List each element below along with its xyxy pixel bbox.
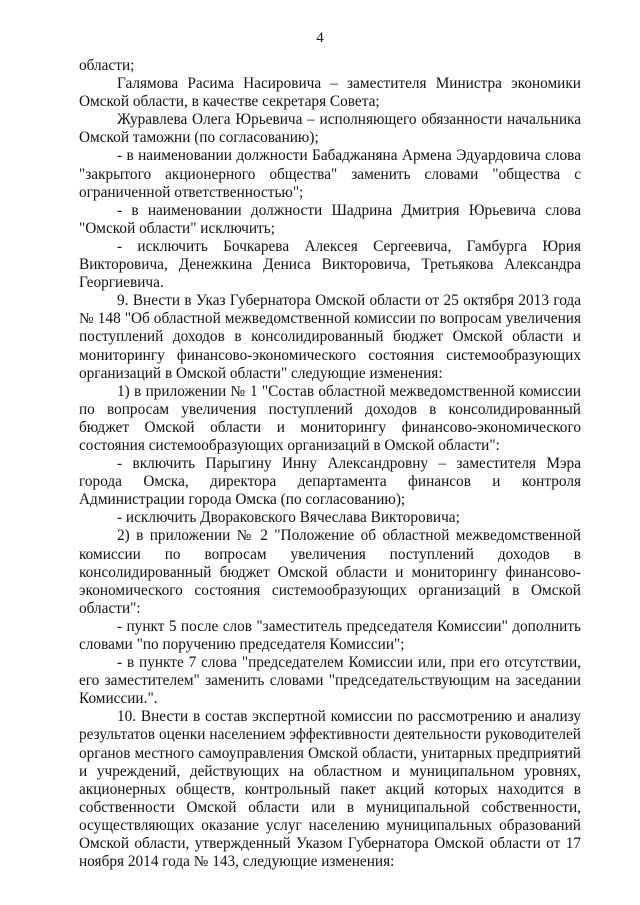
document-body xyxy=(79,57,581,871)
paragraph-point-5: - пункт 5 после слов "заместитель председателя Комиссии" дополнить словами "по поручению председателя Комиссии"; xyxy=(79,617,581,653)
paragraph-continuation: области; xyxy=(79,57,135,74)
paragraph-item-9-annex-1: 1) в приложении № 1 "Состав областной межведомственной комиссии по вопросам увеличения поступлений доходов в консолидированный бюджет Омской области и мониторингу финансово-экономического состояния системообразующих организаций в Омской области": xyxy=(79,382,581,454)
paragraph-point-7: - в пункте 7 слова "председателем Комиссии или, при его отсутствии, его заместителем" заменить словами "председательствующим на заседании Комиссии.". xyxy=(79,654,581,708)
paragraph-council-secretary: Галямова Расима Насировича – заместителя Министра экономики Омской области, в качестве секретаря Совета; xyxy=(79,75,581,111)
paragraph-item-9: 9. Внести в Указ Губернатора Омской области от 25 октября 2013 года № 148 "Об областной межведомственной комиссии по вопросам увеличения поступлений доходов в консолидированный бюджет Омской области и мониторингу финансово-экономического состояния системообразующих организаций в Омской области" следующие изменения: xyxy=(79,292,581,382)
paragraph-rename-position-1: - в наименовании должности Бабаджаняна Армена Эдуардовича слова "закрытого акционерного общества" заменить словами "общества с ограниченной ответственностью"; xyxy=(79,147,581,201)
paragraph-item-9-annex-2: 2) в приложении № 2 "Положение об областной межведомственной комиссии по вопросам увеличения поступлений доходов в консолидированный бюджет Омской области и мониторингу финансово-экономического состояния системообразующих организаций в Омской области": xyxy=(79,527,581,617)
paragraph-include-member: - включить Парыгину Инну Александровну – заместителя Мэра города Омска, директора департамента финансов и контроля Администрации города Омска (по согласованию); xyxy=(79,455,581,509)
paragraph-customs-head: Журавлева Олега Юрьевича – исполняющего обязанности начальника Омской таможни (по согласованию); xyxy=(79,111,581,147)
page-number: 4 xyxy=(316,30,324,46)
paragraph-exclude-member: - исключить Двораковского Вячеслава Викторовича; xyxy=(117,509,460,527)
paragraph-exclude-members: - исключить Бочкарева Алексея Сергеевича, Гамбурга Юрия Викторовича, Денежкина Дениса Викторовича, Третьякова Александра Георгиевича. xyxy=(79,237,581,292)
paragraph-rename-position-2: - в наименовании должности Шадрина Дмитрия Юрьевича слова "Омской области" исключить; xyxy=(79,201,581,237)
paragraph-item-10: 10. Внести в состав экспертной комиссии по рассмотрению и анализу результатов оценки населением эффективности деятельности руководителей органов местного самоуправления Омской области, унитарных предприятий и учреждений, действующих на областном и муниципальном уровнях, акционерных обществ, контрольный пакет акций которых находится в собственности Омской области или в муниципальной собственности, осуществляющих оказание услуг населению муниципальных образований Омской области, утвержденный Указом Губернатора Омской области от 17 ноября 2014 года № 143, следующие изменения: xyxy=(79,708,581,871)
